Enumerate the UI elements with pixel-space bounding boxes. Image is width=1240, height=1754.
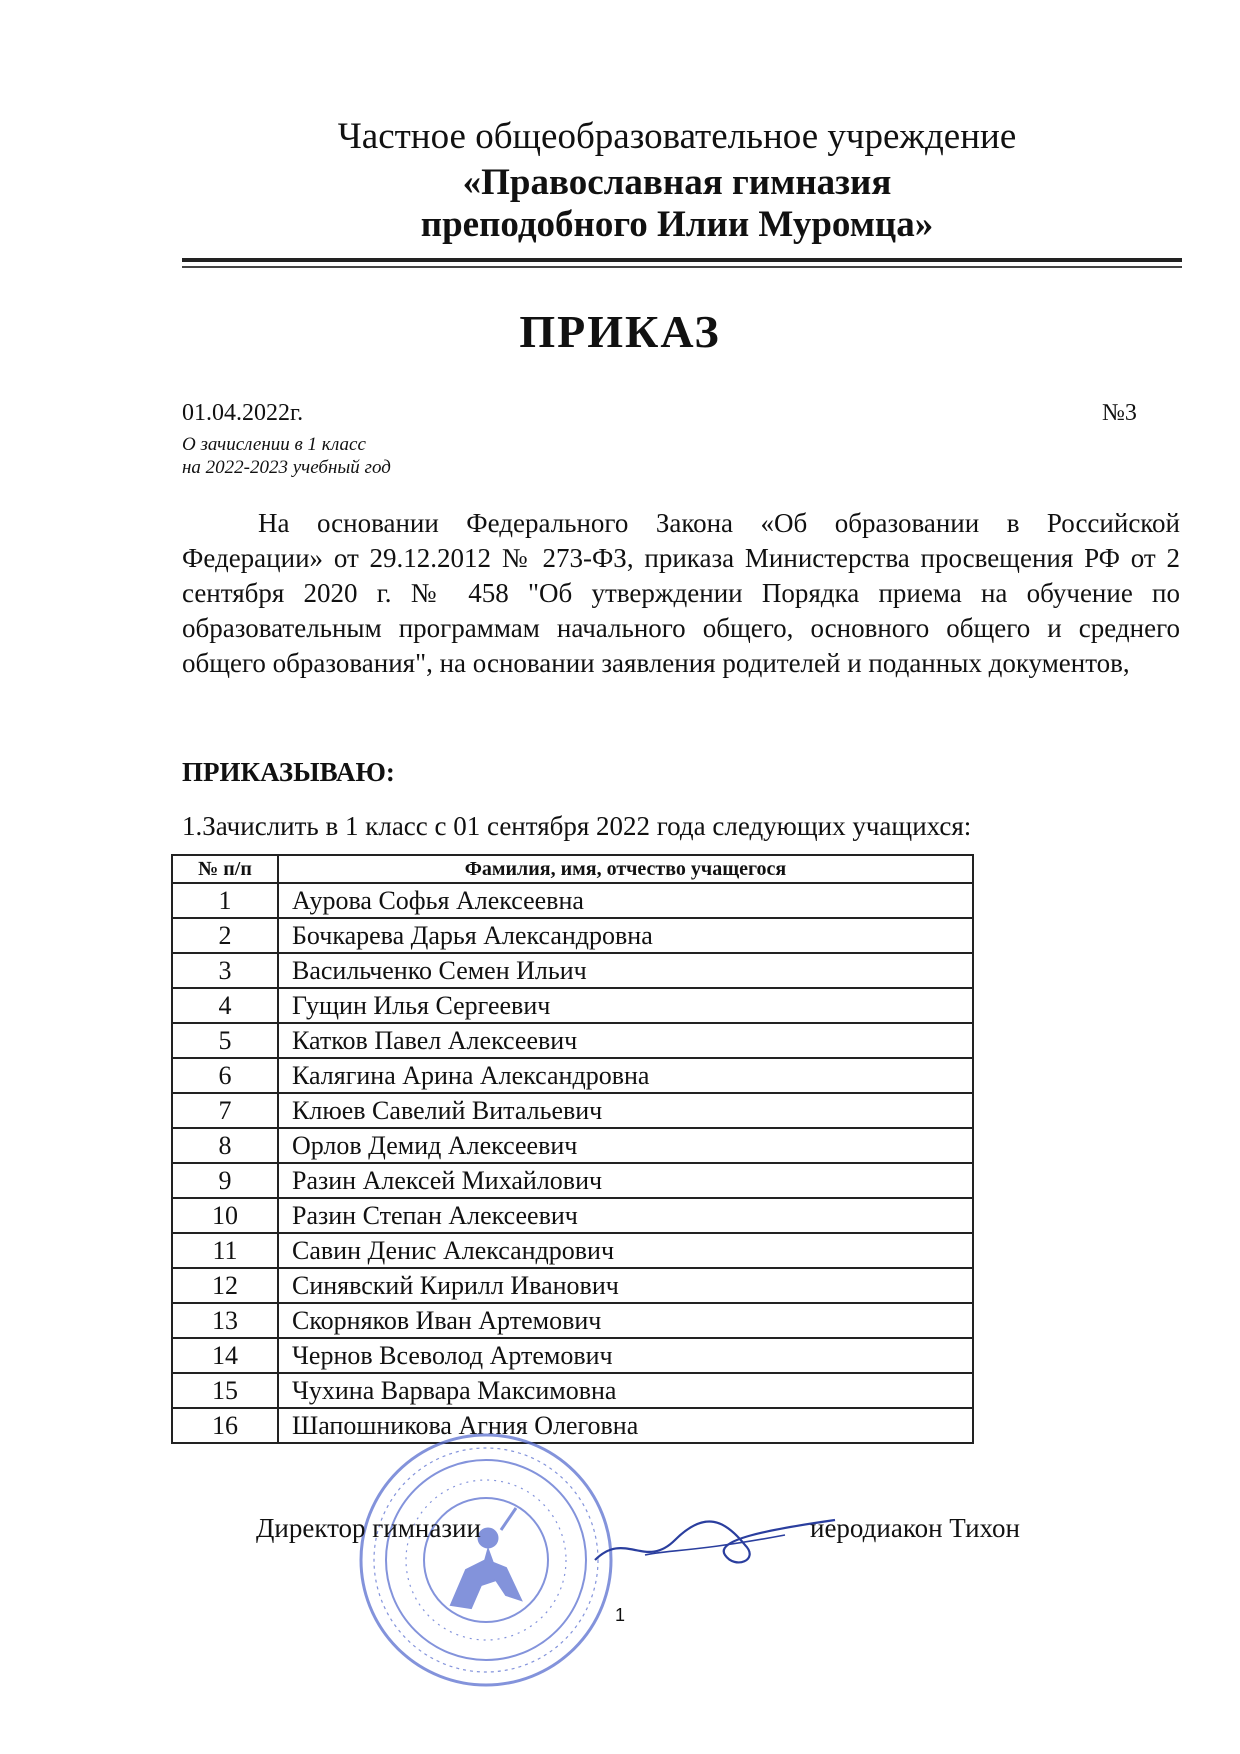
row-number-cell: 7 [172,1093,278,1128]
student-name-cell: Чухина Варвара Максимовна [278,1373,973,1408]
row-number-cell: 8 [172,1128,278,1163]
students-table [171,854,974,1444]
student-name-cell: Клюев Савелий Витальевич [278,1093,973,1128]
row-number-cell: 9 [172,1163,278,1198]
table-row [172,1233,973,1268]
table-row [172,953,973,988]
student-name-cell: Гущин Илья Сергеевич [278,988,973,1023]
row-number-cell: 14 [172,1338,278,1373]
table-row [172,918,973,953]
order-item-1: 1.Зачислить в 1 класс с 01 сентября 2022 года следующих учащихся: [182,811,972,841]
row-number-cell: 15 [172,1373,278,1408]
order-subject-line1: О зачислении в 1 класс [182,434,366,455]
org-type-line: Частное общеобразовательное учреждение [337,116,1017,157]
order-word: ПРИКАЗЫВАЮ: [182,757,395,787]
row-number-cell: 10 [172,1198,278,1233]
row-number-cell: 1 [172,883,278,918]
column-header-name: Фамилия, имя, отчество учащегося [278,855,973,883]
header-rule [182,258,1182,262]
row-number-cell: 3 [172,953,278,988]
preamble-paragraph: На основании Федерального Закона «Об образовании в Российской Федерации» от 29.12.2012 № 273-ФЗ, приказа Министерства просвещения РФ от 2 сентября 2020 г. № 458 "Об утверждении Порядка приема на обучение по образовательным программам начального общего, основного общего и среднего общего образования", на основании заявления родителей и поданных документов, [182,508,1180,678]
table-row [172,1163,973,1198]
table-row [172,1268,973,1303]
row-number-cell: 12 [172,1268,278,1303]
row-number-cell: 6 [172,1058,278,1093]
row-number-cell: 4 [172,988,278,1023]
student-name-cell: Разин Алексей Михайлович [278,1163,973,1198]
row-number-cell: 11 [172,1233,278,1268]
table-row [172,1058,973,1093]
table-row [172,1093,973,1128]
order-date: 01.04.2022г. [182,400,304,426]
table-header-row [172,855,973,883]
table-row [172,1338,973,1373]
header-rule-thin [182,266,1182,268]
signatory-name: иеродиакон Тихон [810,1513,1020,1543]
student-name-cell: Аурова Софья Алексеевна [278,883,973,918]
student-name-cell: Чернов Всеволод Артемович [278,1338,973,1373]
column-header-number: № п/п [172,855,278,883]
document-title: ПРИКАЗ [519,306,721,357]
handwritten-signature [585,1500,845,1580]
org-name-line1: «Православная гимназия [462,162,892,203]
row-number-cell: 2 [172,918,278,953]
signatory-position: Директор гимназии [256,1513,481,1543]
student-name-cell: Калягина Арина Александровна [278,1058,973,1093]
page-number: 1 [614,1605,625,1625]
student-name-cell: Орлов Демид Алексеевич [278,1128,973,1163]
student-name-cell: Савин Денис Александрович [278,1233,973,1268]
student-name-cell: Катков Павел Алексеевич [278,1023,973,1058]
student-name-cell: Шапошникова Агния Олеговна [278,1408,973,1443]
order-number: №3 [1102,400,1137,426]
table-body [172,883,973,1443]
table-row [172,1198,973,1233]
row-number-cell: 5 [172,1023,278,1058]
table-row [172,1023,973,1058]
table-row [172,1128,973,1163]
student-name-cell: Разин Степан Алексеевич [278,1198,973,1233]
row-number-cell: 13 [172,1303,278,1338]
table-row [172,883,973,918]
round-seal-stamp [356,1430,616,1690]
org-name-line2: преподобного Илии Муромца» [420,204,934,245]
table-row [172,988,973,1023]
table-row [172,1373,973,1408]
student-name-cell: Синявский Кирилл Иванович [278,1268,973,1303]
student-name-cell: Васильченко Семен Ильич [278,953,973,988]
student-name-cell: Скорняков Иван Артемович [278,1303,973,1338]
row-number-cell: 16 [172,1408,278,1443]
student-name-cell: Бочкарева Дарья Александровна [278,918,973,953]
order-subject-line2: на 2022-2023 учебный год [182,457,391,478]
table-row [172,1303,973,1338]
